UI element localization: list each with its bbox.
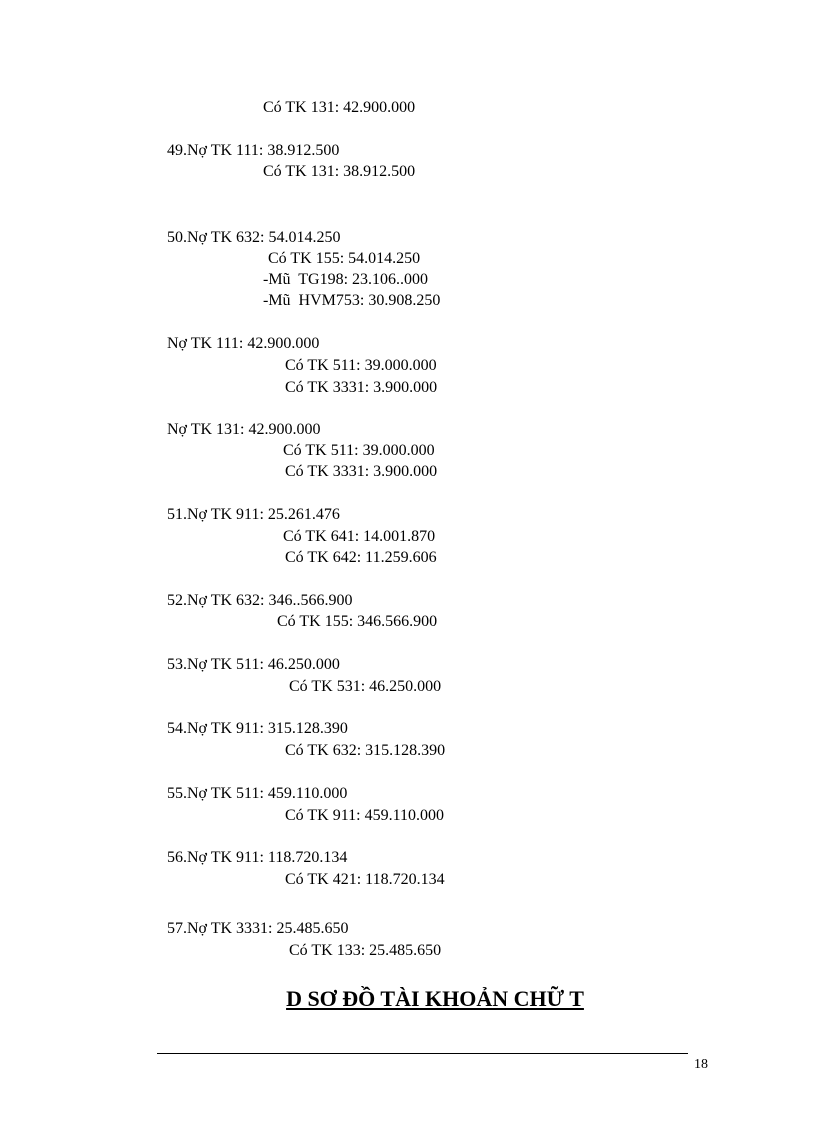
page-number: 18 bbox=[694, 1057, 708, 1072]
section-heading: D SƠ ĐỒ TÀI KHOẢN CHỮ T bbox=[286, 986, 584, 1011]
entry-line: 55.Nợ TK 511: 459.110.000 bbox=[167, 785, 348, 802]
footer-divider bbox=[157, 1053, 688, 1054]
entry-line: Có TK 133: 25.485.650 bbox=[289, 942, 442, 959]
entry-line: Có TK 131: 38.912.500 bbox=[263, 163, 416, 180]
entry-line: -Mũ TG198: 23.106..000 bbox=[263, 271, 429, 288]
entry-line: 51.Nợ TK 911: 25.261.476 bbox=[167, 506, 340, 523]
entry-line: Có TK 3331: 3.900.000 bbox=[285, 379, 438, 396]
entry-line: Có TK 632: 315.128.390 bbox=[285, 742, 446, 759]
entry-line: Có TK 641: 14.001.870 bbox=[283, 528, 436, 545]
entry-line: 49.Nợ TK 111: 38.912.500 bbox=[167, 142, 340, 159]
entry-line: 54.Nợ TK 911: 315.128.390 bbox=[167, 720, 348, 737]
entry-line: -Mũ HVM753: 30.908.250 bbox=[263, 292, 441, 309]
entry-line: 50.Nợ TK 632: 54.014.250 bbox=[167, 229, 341, 246]
entry-line: Có TK 131: 42.900.000 bbox=[263, 99, 416, 116]
entry-line: 57.Nợ TK 3331: 25.485.650 bbox=[167, 920, 349, 937]
entry-line: Có TK 155: 346.566.900 bbox=[277, 613, 438, 630]
entry-line: Có TK 155: 54.014.250 bbox=[268, 250, 421, 267]
entry-line: Nợ TK 111: 42.900.000 bbox=[167, 335, 320, 352]
entry-line: 56.Nợ TK 911: 118.720.134 bbox=[167, 849, 348, 866]
entry-line: 53.Nợ TK 511: 46.250.000 bbox=[167, 656, 340, 673]
entry-line: 52.Nợ TK 632: 346..566.900 bbox=[167, 592, 353, 609]
entry-line: Có TK 3331: 3.900.000 bbox=[285, 463, 438, 480]
entry-line: Có TK 911: 459.110.000 bbox=[285, 807, 444, 824]
entry-line: Nợ TK 131: 42.900.000 bbox=[167, 421, 321, 438]
entry-line: Có TK 421: 118.720.134 bbox=[285, 871, 445, 888]
entry-line: Có TK 642: 11.259.606 bbox=[285, 549, 437, 566]
entry-line: Có TK 511: 39.000.000 bbox=[285, 357, 437, 374]
entry-line: Có TK 511: 39.000.000 bbox=[283, 442, 435, 459]
entry-line: Có TK 531: 46.250.000 bbox=[289, 678, 442, 695]
